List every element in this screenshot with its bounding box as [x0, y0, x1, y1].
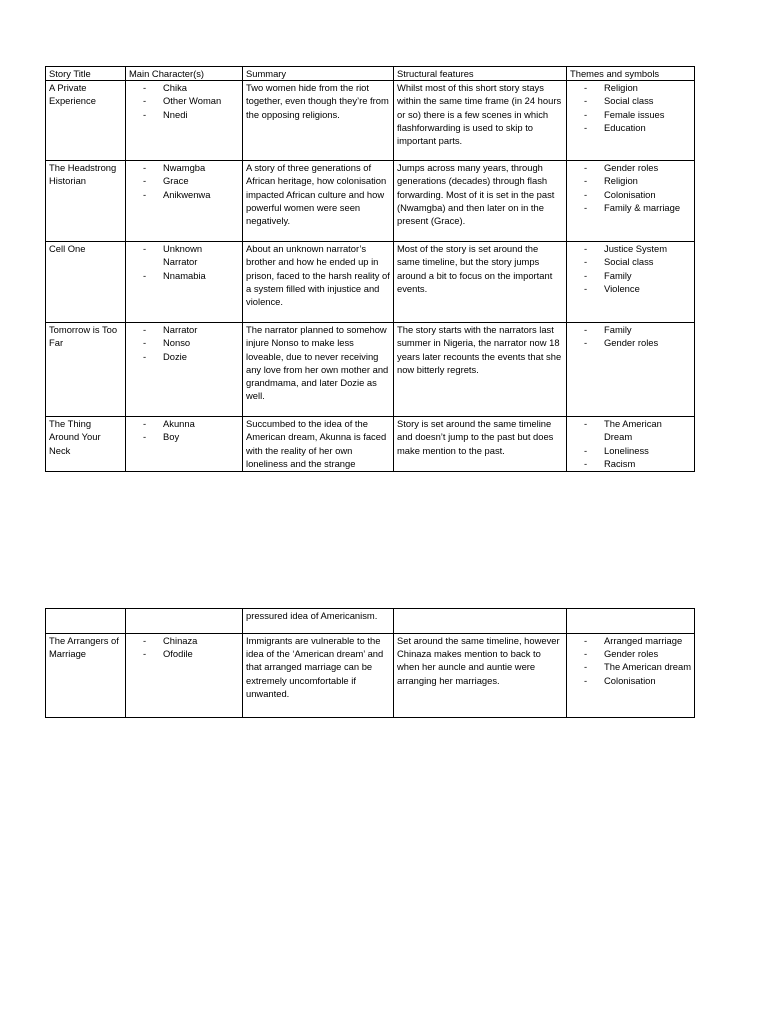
story-table-continued [45, 608, 695, 718]
theme-item: - The American Dream [570, 417, 691, 443]
story-table [45, 66, 695, 472]
theme-item: - Female issues [570, 108, 691, 121]
theme-item: - Gender roles [570, 161, 691, 174]
theme-item: - Family [570, 323, 691, 336]
theme-item: - Gender roles [570, 336, 691, 349]
theme-item: - The American dream [570, 660, 691, 673]
theme-item: - Colonisation [570, 188, 691, 201]
characters-cell [126, 81, 243, 161]
themes-cell [567, 323, 695, 417]
theme-item: - Violence [570, 282, 691, 295]
table-row [46, 634, 695, 718]
characters-cell [126, 242, 243, 323]
theme-item: - Family [570, 269, 691, 282]
character-item: - Chika [129, 81, 239, 94]
character-item: - Grace [129, 174, 239, 187]
character-item: - Unknown Narrator [129, 242, 239, 268]
table-row [46, 242, 695, 323]
characters-cell [126, 323, 243, 417]
summary-cell: The narrator planned to somehow injure Nonso to make less loveable, due to never receiving any love from her own mother and grandmama, and later Dozie as well. [243, 323, 394, 417]
theme-item: - Religion [570, 174, 691, 187]
structure-cell: Story is set around the same timeline and doesn’t jump to the past but does make mention to the past. [394, 417, 567, 472]
theme-item: - Loneliness [570, 444, 691, 457]
summary-cell: A story of three generations of African heritage, how colonisation impacted African culture and how powerful women were seen negatively. [243, 161, 394, 242]
table-row [46, 417, 695, 472]
themes-cell [567, 609, 695, 634]
structure-cell [394, 609, 567, 634]
characters-cell [126, 634, 243, 718]
themes-cell [567, 417, 695, 472]
table-row [46, 81, 695, 161]
characters-cell [126, 161, 243, 242]
story-title: The Arrangers of Marriage [46, 634, 126, 718]
character-item: - Ofodile [129, 647, 239, 660]
structure-cell: Most of the story is set around the same timeline, but the story jumps around a bit to focus on the important events. [394, 242, 567, 323]
summary-cell: Succumbed to the idea of the American dream, Akunna is faced with the reality of her own loneliness and the strange [243, 417, 394, 472]
story-title: The Thing Around Your Neck [46, 417, 126, 472]
theme-item: - Gender roles [570, 647, 691, 660]
summary-cell: pressured idea of Americanism. [243, 609, 394, 634]
character-item: - Chinaza [129, 634, 239, 647]
character-item: - Akunna [129, 417, 239, 430]
character-item: - Narrator [129, 323, 239, 336]
story-title [46, 609, 126, 634]
theme-item: - Family & marriage [570, 201, 691, 214]
theme-item: - Arranged marriage [570, 634, 691, 647]
continuation-row [46, 609, 695, 634]
theme-item: - Social class [570, 255, 691, 268]
theme-item: - Justice System [570, 242, 691, 255]
character-item: - Nnamabia [129, 269, 239, 282]
header-main-characters: Main Character(s) [126, 67, 243, 81]
structure-cell: Set around the same timeline, however Chinaza makes mention to back to when her auncle and auntie were arranging her marriages. [394, 634, 567, 718]
table-row [46, 161, 695, 242]
character-item: - Nonso [129, 336, 239, 349]
theme-item: - Religion [570, 81, 691, 94]
character-item: - Other Woman [129, 94, 239, 107]
character-item: - Anikwenwa [129, 188, 239, 201]
table-header-row [46, 67, 695, 81]
theme-item: - Racism [570, 457, 691, 470]
header-themes-symbols: Themes and symbols [567, 67, 695, 81]
character-item: - Dozie [129, 350, 239, 363]
table-row [46, 323, 695, 417]
structure-cell: The story starts with the narrators last summer in Nigeria, the narrator now 18 years later recounts the events that she now bitterly regrets. [394, 323, 567, 417]
themes-cell [567, 81, 695, 161]
summary-cell: About an unknown narrator’s brother and how he ended up in prison, faced to the harsh reality of a system filled with injustice and violence. [243, 242, 394, 323]
characters-cell [126, 609, 243, 634]
character-item: - Nwamgba [129, 161, 239, 174]
structure-cell: Jumps across many years, through generations (decades) through flash forwarding. Most of it is set in the past (Nwamgba) and then later on in the present (Grace). [394, 161, 567, 242]
characters-cell [126, 417, 243, 472]
theme-item: - Social class [570, 94, 691, 107]
themes-cell [567, 634, 695, 718]
header-structural-features: Structural features [394, 67, 567, 81]
themes-cell [567, 242, 695, 323]
story-title: Cell One [46, 242, 126, 323]
header-story-title: Story Title [46, 67, 126, 81]
summary-cell: Two women hide from the riot together, even though they’re from the opposing religions. [243, 81, 394, 161]
themes-cell [567, 161, 695, 242]
character-item: - Nnedi [129, 108, 239, 121]
story-title: The Headstrong Historian [46, 161, 126, 242]
summary-cell: Immigrants are vulnerable to the idea of the ‘American dream’ and that arranged marriage can be extremely uncomfortable if unwanted. [243, 634, 394, 718]
story-title: Tomorrow is Too Far [46, 323, 126, 417]
story-title: A Private Experience [46, 81, 126, 161]
theme-item: - Colonisation [570, 674, 691, 687]
structure-cell: Whilst most of this short story stays within the same time frame (in 24 hours or so) there is a few scenes in which flashforwarding is used to skip to important parts. [394, 81, 567, 161]
header-summary: Summary [243, 67, 394, 81]
theme-item: - Education [570, 121, 691, 134]
character-item: - Boy [129, 430, 239, 443]
